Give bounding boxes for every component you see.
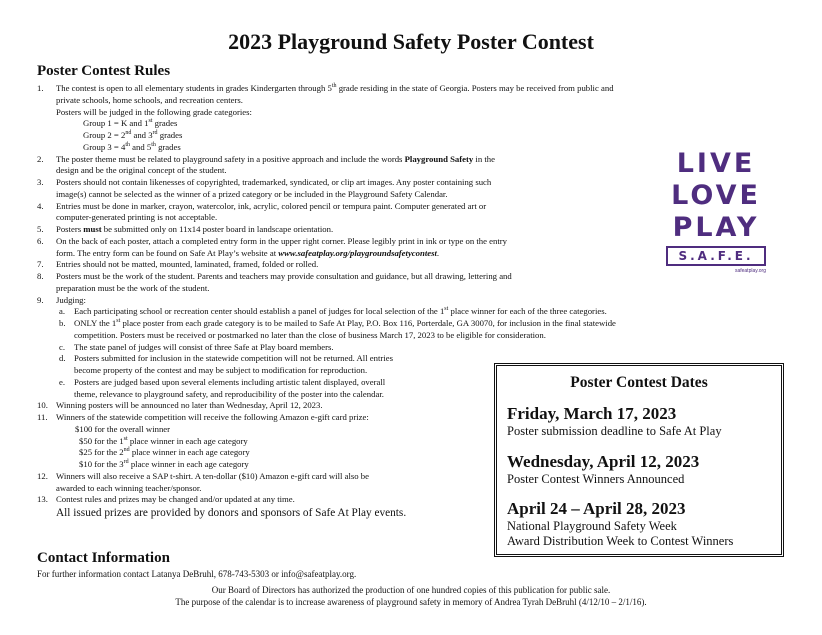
prize-3: $25 for the 2nd place winner in each age category: [79, 447, 250, 458]
date-desc: National Playground Safety Week: [507, 519, 677, 533]
rule-10: 10. Winning posters will be announced no later than Wednesday, April 12, 2023.: [37, 400, 323, 411]
date-item: [507, 499, 733, 549]
judging-e-cont: theme, relevance to playground safety, and reproducibility of the poster into the calendar.: [74, 388, 384, 399]
judging-d-cont: become property of the contest and may be subject to modification for reproduction.: [74, 365, 368, 375]
rule-12: 12. Winners will also receive a SAP t-shirt. A ten-dollar ($10) Amazon e-gift card will also be: [37, 470, 369, 481]
dates-heading: Poster Contest Dates: [570, 374, 708, 391]
rule-8: 8. Posters must be the work of the student. Parents and teachers may provide consultation and guidance, but all drawing, lettering and: [37, 271, 512, 281]
group-2: Group 2 = 2nd and 3rd grades: [83, 130, 183, 140]
judging-b-cont: competition. Posters must be received or postmarked no later than the close of business March 17, 2023 to be eligible for consideration.: [74, 329, 546, 340]
rule-7: 7. Entries should not be matted, mounted, laminated, framed, folded or rolled.: [37, 259, 319, 270]
footer: [0, 584, 822, 608]
logo-line-1: LIVE: [676, 148, 756, 179]
date-text: Friday, March 17, 2023: [507, 404, 677, 423]
logo-url: safeatplay.org: [734, 268, 766, 274]
rule-5: 5. Posters must be submitted only on 11x14 poster board in landscape orientation.: [37, 224, 334, 234]
rule-1: 1. The contest is open to all elementary students in grades Kindergarten through 5th grade residing in the state of Georgia. Posters may be received from public and: [37, 83, 614, 93]
footer-line-2: The purpose of the calendar is to increase awareness of playground safety in memory of Andrea Tyrah DeBruhl (4/12/10 – 2/1/16).: [175, 597, 647, 607]
rule-1-groups-intro: Posters will be judged in the following grade categories:: [56, 106, 252, 117]
date-text: Wednesday, April 12, 2023: [507, 452, 700, 471]
rule-12-cont: awarded to each winning teacher/sponsor.: [56, 482, 202, 493]
safe-at-play-logo: [666, 148, 766, 274]
page-title: 2023 Playground Safety Poster Contest: [228, 29, 594, 54]
rule-3: 3. Posters should not contain likenesses of copyrighted, trademarked, syndicated, or clip art images. Any poster containing such: [37, 177, 492, 187]
rule-4-cont: computer-generated printing is not acceptable.: [56, 212, 218, 223]
rule-9: 9. Judging:: [37, 294, 86, 305]
rule-13: 13. Contest rules and prizes may be changed and/or updated at any time.: [37, 494, 295, 505]
logo-line-2: LOVE: [671, 180, 761, 211]
judging-a: a. Each participating school or recreation center should establish a panel of judges for local selection of the 1st place winner for each of the three categories.: [59, 306, 607, 317]
rule-4: 4. Entries must be done in marker, crayon, watercolor, ink, acrylic, colored pencil or tempura paint. Computer generated art or: [37, 200, 487, 211]
group-3: Group 3 = 4th and 5th grades: [83, 141, 181, 152]
rule-2-cont: design and be the original concept of the student.: [56, 165, 227, 176]
prize-4: $10 for the 3rd place winner in each age category: [79, 459, 249, 469]
date-desc: Poster Contest Winners Announced: [507, 472, 685, 486]
rule-1-cont: private schools, home schools, and recreation centers.: [56, 94, 243, 105]
judging-e: e. Posters are judged based upon several elements including artistic talent displayed, overall: [59, 376, 386, 387]
rule-11: 11. Winners of the statewide competition will receive the following Amazon e-gift card prize:: [37, 412, 369, 422]
rule-text: The contest is open to all elementary students in grades Kindergarten through 5th grade residing in the state of Georgia. Posters may be received from public and: [56, 83, 614, 93]
prize-1: $100 for the overall winner: [75, 423, 171, 434]
rule-2: 2. The poster theme must be related to playground safety in a positive approach and include the words Playground Safety in the: [37, 153, 495, 164]
date-item: [507, 452, 699, 487]
judging-b: b. ONLY the 1st place poster from each grade category is to be mailed to Safe At Play, P.O. Box 116, Porterdale, GA 30070, for inclusion in the final statewide: [59, 318, 616, 328]
rule-6: 6. On the back of each poster, attach a completed entry form in the upper right corner. Please legibly print in ink or type on the entry: [37, 235, 508, 246]
footer-line-1: Our Board of Directors has authorized the production of one hundred copies of this publication for public sale.: [211, 585, 611, 595]
rules-heading: Poster Contest Rules: [37, 63, 171, 79]
prize-2: $50 for the 1st place winner in each age category: [79, 435, 248, 446]
rule-6-cont: form. The entry form can be found on Safe At Play’s website at www.safeatplay.org/playgroundsafetycontest.: [56, 247, 440, 258]
rule-8-cont: preparation must be the work of the student.: [56, 282, 210, 293]
donors-note: All issued prizes are provided by donors and sponsors of Safe At Play events.: [56, 507, 407, 519]
rule-3-cont: image(s) cannot be selected as the winner of a prized category or be included in the Playground Safety Calendar.: [56, 188, 448, 199]
date-item: [507, 404, 722, 439]
date-desc: Poster submission deadline to Safe At Play: [507, 424, 722, 438]
judging-d: d. Posters submitted for inclusion in the statewide competition will not be returned. All entries: [59, 353, 393, 364]
contact-heading: Contact Information: [37, 550, 170, 566]
date-text: April 24 – April 28, 2023: [507, 499, 686, 518]
group-1: Group 1 = K and 1st grades: [83, 118, 178, 129]
logo-safe: S.A.F.E.: [666, 246, 766, 266]
contest-dates-box: [494, 363, 784, 557]
date-desc-2: Award Distribution Week to Contest Winners: [507, 534, 734, 548]
judging-c: c. The state panel of judges will consist of three Safe at Play board members.: [59, 341, 334, 352]
logo-line-3: PLAY: [672, 212, 760, 243]
contact-text: For further information contact Latanya DeBruhl, 678-743-5303 or info@safeatplay.org.: [37, 569, 357, 579]
